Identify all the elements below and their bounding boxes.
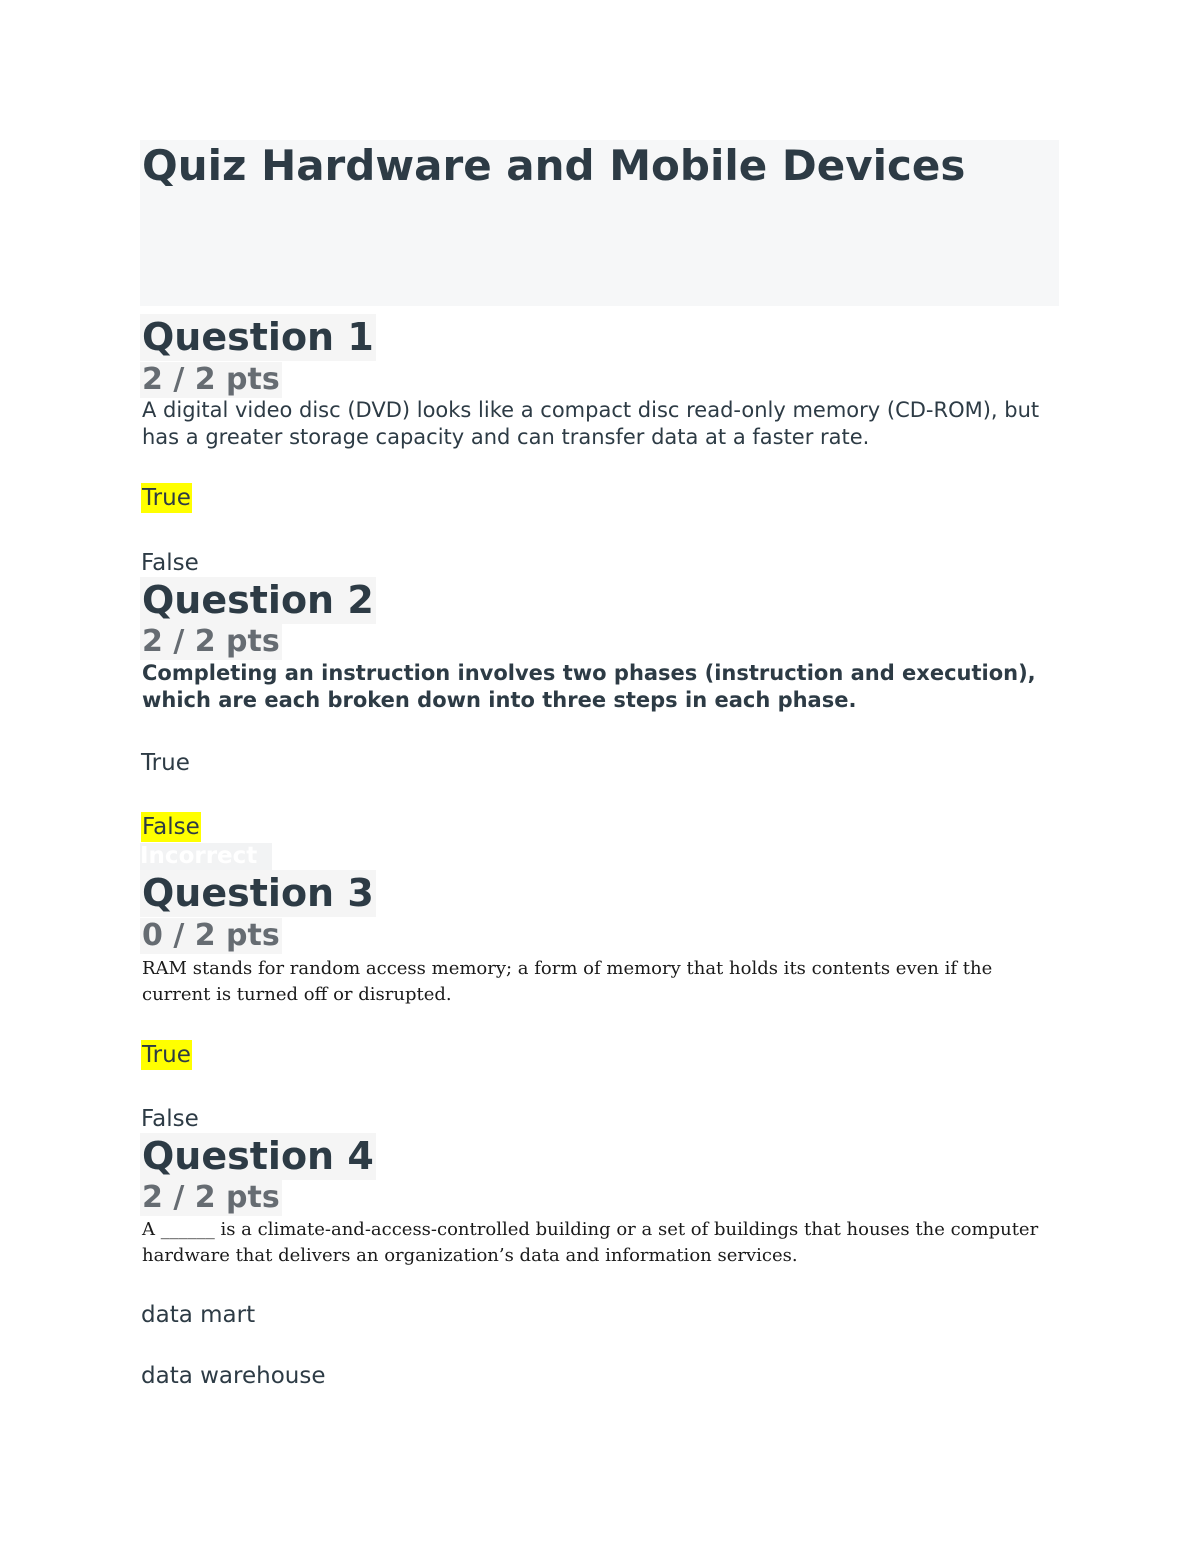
question-heading: Question 4 [142, 1134, 374, 1178]
question-heading: Question 1 [142, 315, 374, 359]
question-text: Completing an instruction involves two phases (instruction and execution), which are each broken down into three steps in each phase. [142, 661, 1036, 712]
question-points: 2 / 2 pts [142, 624, 280, 659]
answer-option-data-mart[interactable]: data mart [141, 1302, 256, 1328]
answer-option-true[interactable]: True [142, 485, 191, 511]
answer-option-data-warehouse[interactable]: data warehouse [141, 1363, 326, 1389]
question-heading: Question 2 [142, 578, 374, 622]
incorrect-badge: Incorrect [140, 843, 272, 870]
question-heading: Question 3 [142, 871, 374, 915]
question-text: A digital video disc (DVD) looks like a compact disc read-only memory (CD-ROM), but has a greater storage capacity and can transfer data at a faster rate. [142, 398, 1040, 449]
answer-option-false[interactable]: False [142, 814, 200, 840]
answer-option-false[interactable]: False [141, 550, 199, 576]
answer-option-true[interactable]: True [142, 1042, 191, 1068]
question-points: 2 / 2 pts [142, 1180, 280, 1215]
page-title: Quiz Hardware and Mobile Devices [142, 141, 966, 190]
question-text: A ______ is a climate-and-access-controlled building or a set of buildings that houses the computer hardware that delivers an organization’s data and information services. [142, 1219, 1039, 1266]
question-points: 2 / 2 pts [142, 362, 280, 397]
answer-option-false[interactable]: False [141, 1106, 199, 1132]
question-text: RAM stands for random access memory; a form of memory that holds its contents even if the current is turned off or disrupted. [142, 958, 993, 1005]
answer-option-true[interactable]: True [141, 750, 190, 776]
question-points: 0 / 2 pts [142, 918, 280, 953]
